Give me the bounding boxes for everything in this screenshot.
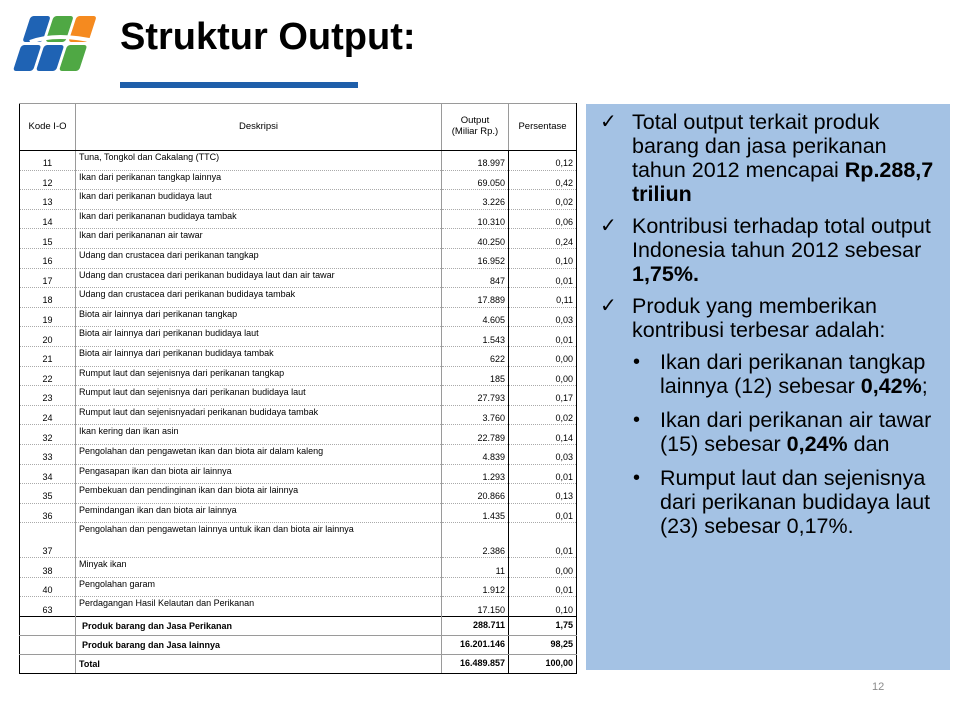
row-code: 32: [20, 425, 76, 445]
row-output: 3.760: [442, 405, 509, 425]
row-desc: Ikan dari perikananan budidaya tambak: [76, 209, 442, 229]
row-output: 1.435: [442, 503, 509, 523]
row-code: 12: [20, 170, 76, 190]
row-pct: 0,12: [509, 151, 577, 171]
row-output: 1.293: [442, 464, 509, 484]
table-row: [20, 288, 577, 308]
row-pct: 0,17: [509, 386, 577, 406]
row-desc: Ikan dari perikanan budidaya laut: [76, 190, 442, 210]
table-row: [20, 405, 577, 425]
row-desc: Perdagangan Hasil Kelautan dan Perikanan: [76, 597, 442, 617]
page-title: Struktur Output:: [120, 16, 416, 58]
header-pct: Persentase: [509, 104, 577, 151]
row-pct: 0,24: [509, 229, 577, 249]
row-output: 10.310: [442, 209, 509, 229]
table-header-row: [20, 104, 577, 151]
row-desc: Rumput laut dan sejenisnya dari perikanan budidaya laut: [76, 386, 442, 406]
output-table: [19, 103, 577, 674]
row-code: 38: [20, 558, 76, 578]
subpoint-text: Rumput laut dan sejenisnya dari perikanan budidaya laut (23) sebesar 0,17%.: [660, 466, 931, 538]
total-output: 16.489.857: [442, 655, 509, 674]
row-output: 2.386: [442, 523, 509, 558]
summary-output: 16.201.146: [442, 636, 509, 655]
row-code: 35: [20, 484, 76, 504]
row-pct: 0,01: [509, 503, 577, 523]
summary-code: [20, 617, 76, 636]
subpoint-after: dan: [847, 432, 890, 456]
row-pct: 0,13: [509, 484, 577, 504]
bullet-icon: •: [633, 467, 641, 489]
table-row: [20, 425, 577, 445]
table-row: [20, 229, 577, 249]
table-row: [20, 209, 577, 229]
row-code: 11: [20, 151, 76, 171]
row-output: 1.912: [442, 577, 509, 597]
row-code: 20: [20, 327, 76, 347]
summary-row: [20, 636, 577, 655]
table-row: [20, 366, 577, 386]
summary-output: 288.711: [442, 617, 509, 636]
row-pct: 0,11: [509, 288, 577, 308]
row-pct: 0,03: [509, 444, 577, 464]
total-row: [20, 655, 577, 674]
row-desc: Rumput laut dan sejenisnyadari perikanan budidaya tambak: [76, 405, 442, 425]
row-output: 4.605: [442, 307, 509, 327]
row-pct: 0,00: [509, 346, 577, 366]
row-output: 17.150: [442, 597, 509, 617]
table-row: [20, 386, 577, 406]
row-output: 22.789: [442, 425, 509, 445]
table-row: [20, 523, 577, 558]
check-point: [600, 294, 942, 342]
table-row: [20, 558, 577, 578]
row-pct: 0,10: [509, 248, 577, 268]
table-row: [20, 307, 577, 327]
row-pct: 0,42: [509, 170, 577, 190]
summary-points: [600, 110, 942, 538]
row-desc: Pengolahan dan pengawetan lainnya untuk ikan dan biota air lainnya: [76, 523, 442, 558]
row-desc: Udang dan crustacea dari perikanan budidaya tambak: [76, 288, 442, 308]
total-desc: Total: [76, 655, 442, 674]
row-code: 24: [20, 405, 76, 425]
total-code: [20, 655, 76, 674]
row-output: 18.997: [442, 151, 509, 171]
summary-desc: Produk barang dan Jasa Perikanan: [76, 617, 442, 636]
header-output-line2: (Miliar Rp.): [451, 126, 499, 137]
row-output: 4.839: [442, 444, 509, 464]
row-pct: 0,01: [509, 268, 577, 288]
point-bold: 1,75%.: [632, 262, 699, 286]
bps-logo: [12, 6, 112, 82]
table-row: [20, 484, 577, 504]
row-pct: 0,02: [509, 405, 577, 425]
row-pct: 0,01: [509, 523, 577, 558]
table-row: [20, 503, 577, 523]
row-pct: 0,00: [509, 366, 577, 386]
page-number: 12: [872, 681, 885, 693]
row-desc: Udang dan crustacea dari perikanan budidaya laut dan air tawar: [76, 268, 442, 288]
summary-pct: 1,75: [509, 617, 577, 636]
row-code: 17: [20, 268, 76, 288]
row-code: 63: [20, 597, 76, 617]
row-desc: Ikan dari perikanan tangkap lainnya: [76, 170, 442, 190]
check-point: [600, 110, 942, 206]
header-code: Kode I-O: [20, 104, 76, 151]
row-output: 3.226: [442, 190, 509, 210]
row-desc: Pemindangan ikan dan biota air lainnya: [76, 503, 442, 523]
summary-pct: 98,25: [509, 636, 577, 655]
point-bold: Rp.288,7 triliun: [632, 158, 934, 206]
summary-desc: Produk barang dan Jasa lainnya: [76, 636, 442, 655]
summary-panel: [586, 104, 950, 670]
row-output: 1.543: [442, 327, 509, 347]
row-output: 11: [442, 558, 509, 578]
row-code: 33: [20, 444, 76, 464]
row-desc: Pembekuan dan pendinginan ikan dan biota air lainnya: [76, 484, 442, 504]
row-desc: Ikan kering dan ikan asin: [76, 425, 442, 445]
row-output: 847: [442, 268, 509, 288]
subpoint-after: ;: [921, 374, 928, 398]
table-row: [20, 327, 577, 347]
bullet-icon: •: [633, 351, 641, 373]
header-output-line1: Output: [460, 115, 490, 127]
table-row: [20, 464, 577, 484]
check-point: [600, 214, 942, 286]
check-icon: ✓: [600, 295, 617, 317]
row-desc: Biota air lainnya dari perikanan budidaya laut: [76, 327, 442, 347]
point-text: Produk yang memberikan kontribusi terbesar adalah:: [632, 294, 886, 342]
table-row: [20, 248, 577, 268]
row-output: 185: [442, 366, 509, 386]
point-text: Kontribusi terhadap total output Indonesia tahun 2012 sebesar: [632, 214, 931, 262]
table-row: [20, 151, 577, 171]
row-desc: Minyak ikan: [76, 558, 442, 578]
point-text: Total output terkait produk barang dan jasa perikanan tahun 2012 mencapai: [632, 110, 887, 182]
row-desc: Biota air lainnya dari perikanan budidaya tambak: [76, 346, 442, 366]
check-icon: ✓: [600, 111, 617, 133]
row-code: 13: [20, 190, 76, 210]
bullet-icon: •: [633, 409, 641, 431]
row-desc: Biota air lainnya dari perikanan tangkap: [76, 307, 442, 327]
row-output: 20.866: [442, 484, 509, 504]
summary-row: [20, 617, 577, 636]
subpoint-bold: 0,24%: [786, 432, 848, 456]
row-pct: 0,00: [509, 558, 577, 578]
header-output: [442, 104, 509, 151]
row-desc: Rumput laut dan sejenisnya dari perikanan tangkap: [76, 366, 442, 386]
row-code: 34: [20, 464, 76, 484]
row-output: 69.050: [442, 170, 509, 190]
row-output: 622: [442, 346, 509, 366]
row-desc: Udang dan crustacea dari perikanan tangkap: [76, 248, 442, 268]
sub-point: [600, 466, 942, 538]
row-pct: 0,06: [509, 209, 577, 229]
row-code: 21: [20, 346, 76, 366]
row-desc: Pengasapan ikan dan biota air lainnya: [76, 464, 442, 484]
row-pct: 0,01: [509, 327, 577, 347]
row-code: 22: [20, 366, 76, 386]
row-code: 36: [20, 503, 76, 523]
row-code: 37: [20, 523, 76, 558]
row-desc: Pengolahan garam: [76, 577, 442, 597]
row-code: 19: [20, 307, 76, 327]
title-underline: [120, 82, 358, 88]
subpoint-text: Ikan dari perikanan tangkap lainnya (12) sebesar: [660, 350, 926, 398]
table-row: [20, 577, 577, 597]
row-pct: 0,02: [509, 190, 577, 210]
header-desc: Deskripsi: [76, 104, 442, 151]
table-row: [20, 444, 577, 464]
check-icon: ✓: [600, 215, 617, 237]
row-code: 40: [20, 577, 76, 597]
row-desc: Pengolahan dan pengawetan ikan dan biota air dalam kaleng: [76, 444, 442, 464]
sub-point: [600, 350, 942, 398]
row-pct: 0,01: [509, 464, 577, 484]
row-pct: 0,10: [509, 597, 577, 617]
row-code: 23: [20, 386, 76, 406]
table-row: [20, 170, 577, 190]
sub-point: [600, 408, 942, 456]
row-output: 16.952: [442, 248, 509, 268]
table-row: [20, 597, 577, 617]
subpoint-text: Ikan dari perikanan air tawar (15) sebesar: [660, 408, 932, 456]
row-code: 18: [20, 288, 76, 308]
subpoint-bold: 0,42%: [860, 374, 922, 398]
row-desc: Ikan dari perikananan air tawar: [76, 229, 442, 249]
table-row: [20, 346, 577, 366]
total-pct: 100,00: [509, 655, 577, 674]
row-pct: 0,14: [509, 425, 577, 445]
row-desc: Tuna, Tongkol dan Cakalang (TTC): [76, 151, 442, 171]
table-row: [20, 190, 577, 210]
summary-code: [20, 636, 76, 655]
row-pct: 0,01: [509, 577, 577, 597]
row-code: 14: [20, 209, 76, 229]
row-pct: 0,03: [509, 307, 577, 327]
table-row: [20, 268, 577, 288]
row-code: 15: [20, 229, 76, 249]
row-output: 27.793: [442, 386, 509, 406]
row-output: 17.889: [442, 288, 509, 308]
row-code: 16: [20, 248, 76, 268]
row-output: 40.250: [442, 229, 509, 249]
